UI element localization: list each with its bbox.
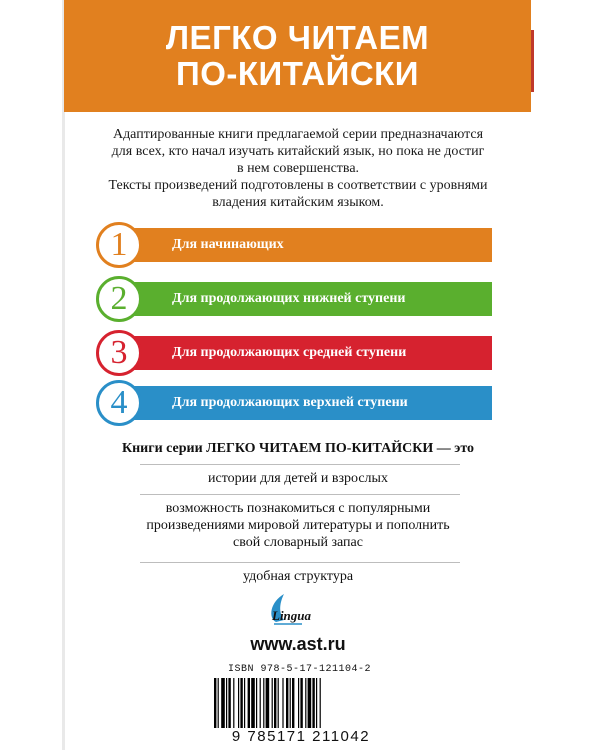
- barcode-bar: [260, 678, 261, 728]
- level-number-badge: 4: [96, 380, 142, 426]
- barcode-bar: [238, 678, 239, 728]
- intro-line: для всех, кто начал изучать китайский язык, но пока не достиг: [111, 144, 485, 159]
- barcode-bar: [286, 678, 288, 728]
- barcode-bar: [218, 678, 219, 728]
- barcode-bar: [298, 678, 299, 728]
- feature-item: [78, 500, 518, 551]
- level-label: Для продолжающих средней ступени: [172, 345, 407, 360]
- barcode-digits: 9 785171 211042: [206, 728, 396, 745]
- intro-line: Тексты произведений подготовлены в соответствии с уровнями: [108, 178, 488, 193]
- barcode-bar: [263, 678, 264, 728]
- barcode-bar: [240, 678, 242, 728]
- intro-line: в нем совершенства.: [236, 161, 360, 176]
- barcode-bar: [221, 678, 225, 728]
- barcode-bar: [251, 678, 255, 728]
- level-number-badge: 1: [96, 222, 142, 268]
- feature-item: [78, 568, 518, 585]
- barcode-bar: [274, 678, 276, 728]
- barcode-bar: [292, 678, 294, 728]
- intro-paragraph-1: [78, 126, 518, 177]
- level-1: [96, 222, 492, 268]
- series-title-line-2: ПО-КИТАЙСКИ: [175, 55, 420, 92]
- series-title-line-1: ЛЕГКО ЧИТАЕМ: [165, 19, 430, 56]
- series-features-heading: Книги серии ЛЕГКО ЧИТАЕМ ПО-КИТАЙСКИ — это: [121, 441, 475, 456]
- level-bar: [118, 336, 492, 370]
- series-header: [64, 0, 531, 112]
- barcode-bar: [214, 678, 216, 728]
- barcode-bar: [233, 678, 234, 728]
- barcode-bar: [278, 678, 279, 728]
- barcode-bar: [290, 678, 291, 728]
- divider: [140, 494, 460, 495]
- level-label: Для продолжающих нижней ступени: [172, 291, 406, 306]
- barcode-bar: [244, 678, 245, 728]
- barcode-bar: [282, 678, 283, 728]
- barcode-bar: [320, 678, 321, 728]
- barcode-bar: [308, 678, 312, 728]
- barcode-bar: [305, 678, 306, 728]
- divider: [140, 562, 460, 563]
- barcode-bar: [300, 678, 302, 728]
- feature-line: свой словарный запас: [233, 535, 363, 550]
- feature-item: [78, 470, 518, 487]
- level-4: [96, 380, 492, 426]
- level-label: Для начинающих: [172, 237, 284, 252]
- level-number-badge: 3: [96, 330, 142, 376]
- barcode-bar: [312, 678, 314, 728]
- isbn-number: ISBN 978-5-17-121104-2: [228, 664, 372, 675]
- feature-line: возможность познакомиться с популярными: [165, 501, 431, 516]
- intro-line: Адаптированные книги предлагаемой серии предназначаются: [112, 127, 484, 142]
- level-bar: [118, 228, 492, 262]
- level-bar: [118, 282, 492, 316]
- intro-text: [78, 126, 518, 211]
- level-2: [96, 276, 492, 322]
- publisher-website: www.ast.ru: [250, 634, 346, 654]
- feature-line: произведениями мировой литературы и пополнить: [146, 518, 450, 533]
- barcode-bar: [266, 678, 270, 728]
- feature-line: истории для детей и взрослых: [208, 471, 388, 486]
- feature-line: удобная структура: [242, 569, 354, 584]
- level-label: Для продолжающих верхней ступени: [172, 395, 408, 410]
- divider: [140, 464, 460, 465]
- barcode-bar: [248, 678, 250, 728]
- barcode-bar: [272, 678, 273, 728]
- spine-edge: [62, 0, 65, 750]
- barcode-bar: [226, 678, 227, 728]
- intro-line: владения китайским языком.: [212, 195, 384, 210]
- level-3: [96, 330, 492, 376]
- lingua-logo-text: Lingua: [272, 608, 312, 623]
- barcode-bar: [316, 678, 317, 728]
- barcode-bar: [228, 678, 230, 728]
- intro-paragraph-2: [78, 177, 518, 211]
- level-number-badge: 2: [96, 276, 142, 322]
- level-bar: [118, 386, 492, 420]
- barcode-bar: [256, 678, 257, 728]
